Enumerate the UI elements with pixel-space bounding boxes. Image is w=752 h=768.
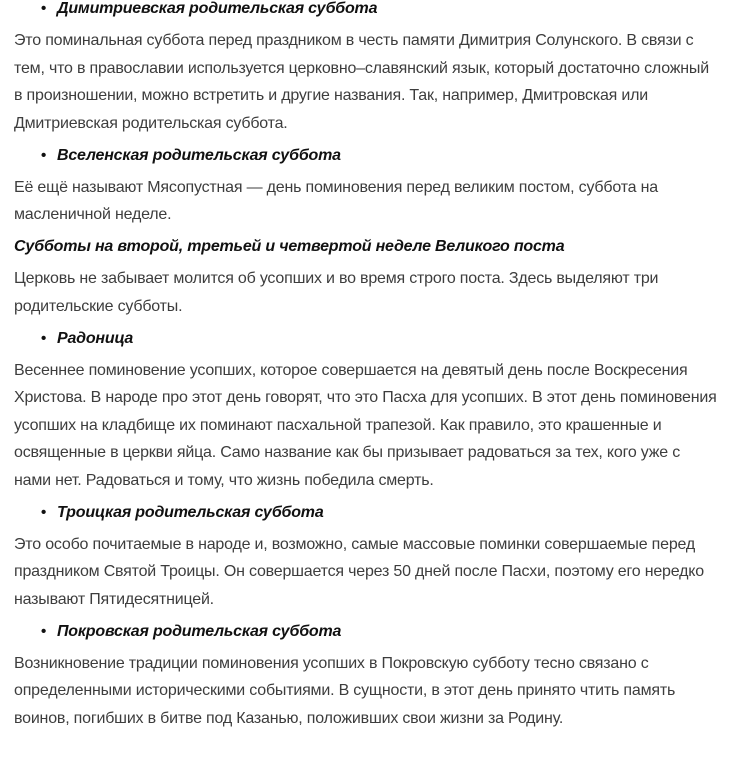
list-item [14,142,718,170]
list-item [14,0,718,23]
bullet-heading-label: Троицкая родительская суббота [57,503,324,521]
bullet-heading-dimitrievskaya [14,0,718,23]
bullet-heading-label: Радоница [57,329,134,347]
bullet-heading-troitskaya [14,499,718,527]
bullet-icon: • [41,622,47,640]
bullet-icon: • [41,503,47,521]
bullet-heading-vselenskaya [14,142,718,170]
paragraph-dimitrievskaya: Это поминальная суббота перед праздником в честь памяти Димитрия Солунского. В связи с тем, что в православии используется церковно–славянский язык, который достаточно сложный в произношении, можно встретить и другие названия. Так, например, Дмитровская или Дмитриевская родительская суббота. [14,32,709,132]
bullet-heading-label: Покровская родительская суббота [57,622,342,640]
bullet-icon: • [41,146,47,164]
list-item [14,618,718,646]
bullet-heading-label: Вселенская родительская суббота [57,146,341,164]
bullet-heading-radonitsa [14,325,718,353]
bullet-heading-pokrovskaya [14,618,718,646]
list-item [14,325,718,353]
bullet-icon: • [41,329,47,347]
paragraph-pokrovskaya: Возникновение традиции поминовения усопших в Покровскую субботу тесно связано с определенными историческими событиями. В сущности, в этот день принято чтить память воинов, погибших в битве под Казанью, положивших свои жизни за Родину. [14,654,676,727]
paragraph-radonitsa: Весеннее поминовение усопших, которое совершается на девятый день после Воскресения Христова. В народе про этот день говорят, что это Пасха для усопших. В этот день поминовения усопших на кладбище их поминают пасхальной трапезой. Как правило, это крашенные и освященные в церкви яйца. Само название как бы призывает радоваться за тех, кого уже с нами нет. Радоваться и тому, что жизнь победила смерть. [14,361,717,489]
list-item [14,499,718,527]
bullet-heading-label: Димитриевская родительская суббота [57,0,378,17]
paragraph-velikiy-post: Церковь не забывает молится об усопших и во время строго поста. Здесь выделяют три родительские субботы. [14,270,659,315]
paragraph-troitskaya: Это особо почитаемые в народе и, возможно, самые массовые поминки совершаемые перед праздником Святой Троицы. Он совершается через 50 дней после Пасхи, поэтому его нередко называют Пятидесятницей. [14,535,704,608]
paragraph-vselenskaya: Её ещё называют Мясопустная — день поминовения перед великим постом, суббота на масленичной неделе. [14,178,658,223]
bullet-icon: • [41,0,47,17]
section-heading-velikiy-post: Субботы на второй, третьей и четвертой неделе Великого поста [14,238,565,255]
